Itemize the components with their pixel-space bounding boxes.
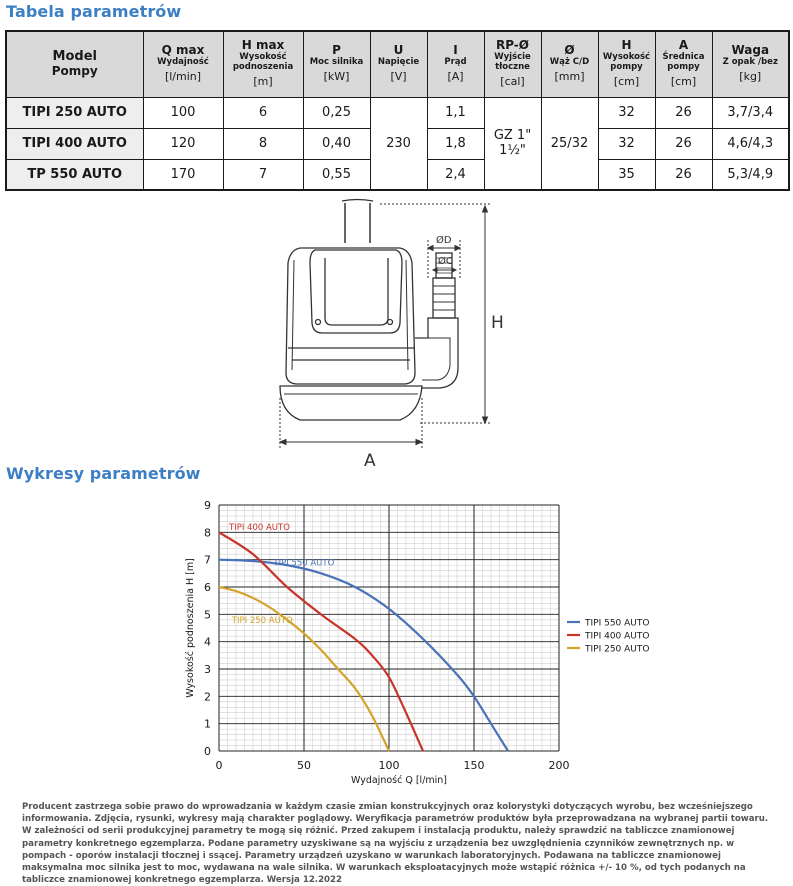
x-tick-label: 200	[548, 759, 570, 772]
cell-pump-height: 32	[598, 128, 655, 159]
cell-outlet: GZ 1" 1½"	[484, 97, 541, 190]
annotation-tipi-550: TIPI 550 AUTO	[273, 558, 335, 569]
annotation-tipi-400: TIPI 400 AUTO	[229, 522, 290, 533]
label-diameter-a: A	[364, 451, 376, 471]
header-main: Model	[52, 49, 97, 65]
header-unit: [l/min]	[164, 70, 202, 84]
header-cell	[370, 31, 427, 97]
y-tick-label: 8	[204, 526, 211, 540]
cell-model: TP 550 AUTO	[6, 159, 143, 190]
cell-p: 0,40	[303, 128, 370, 159]
performance-chart	[175, 495, 695, 790]
header-unit: [kg]	[739, 70, 762, 84]
cell-i: 1,8	[427, 128, 484, 159]
header-unit: [cal]	[500, 75, 525, 89]
cell-weight: 4,6/4,3	[712, 128, 789, 159]
header-main: P	[332, 43, 341, 58]
x-tick-label: 0	[215, 759, 223, 772]
pump-drawing	[270, 198, 510, 473]
y-tick-label: 7	[204, 553, 211, 567]
table-header-row	[6, 31, 789, 97]
header-sub: Napięcie	[377, 57, 420, 68]
chart-svg	[175, 495, 695, 790]
x-axis-label: Wydajność Q [l/min]	[350, 775, 448, 786]
pump-drawing-svg	[270, 198, 510, 473]
section-title-charts: Wykresy parametrów	[6, 464, 201, 483]
label-height-h: H	[491, 313, 504, 333]
legend-entry: TIPI 550 AUTO	[585, 618, 650, 629]
cell-model: TIPI 250 AUTO	[6, 97, 143, 128]
header-sub: Wysokość pompy	[602, 52, 651, 73]
header-main: Ø	[564, 43, 575, 58]
cell-h: 7	[223, 159, 303, 190]
header-main: RP-Ø	[495, 38, 529, 53]
cell-h: 8	[223, 128, 303, 159]
header-cell	[541, 31, 598, 97]
header-cell	[598, 31, 655, 97]
x-tick-label: 50	[297, 759, 311, 772]
cell-i: 1,1	[427, 97, 484, 128]
header-unit: [m]	[253, 75, 273, 89]
legend-entry: TIPI 250 AUTO	[585, 644, 650, 655]
cell-q: 100	[143, 97, 223, 128]
header-main: Q max	[161, 43, 205, 58]
y-tick-label: 3	[204, 663, 211, 676]
cell-voltage: 230	[370, 97, 427, 190]
header-main: H	[621, 38, 632, 53]
header-main: H max	[241, 38, 285, 53]
y-tick-label: 0	[204, 745, 211, 758]
header-sub: Pompy	[51, 64, 98, 79]
section-title-table: Tabela parametrów	[6, 2, 182, 21]
header-unit: [kW]	[323, 70, 350, 84]
legend-entry: TIPI 400 AUTO	[585, 631, 650, 642]
cell-weight: 3,7/3,4	[712, 97, 789, 128]
header-cell	[655, 31, 712, 97]
header-cell	[712, 31, 789, 97]
header-unit: [A]	[447, 70, 464, 84]
x-tick-label: 100	[378, 759, 400, 772]
header-sub: Wysokość podnoszenia	[232, 52, 294, 73]
y-tick-label: 6	[204, 581, 211, 594]
header-sub: Z opak /bez	[722, 57, 778, 68]
y-tick-label: 9	[204, 499, 211, 512]
cell-hose: 25/32	[541, 97, 598, 190]
header-main: I	[453, 43, 458, 58]
cell-i: 2,4	[427, 159, 484, 190]
header-unit: [cm]	[613, 75, 640, 89]
label-diameter-c: ØC	[438, 256, 453, 267]
header-cell	[143, 31, 223, 97]
header-unit: [mm]	[554, 70, 585, 84]
cell-q: 120	[143, 128, 223, 159]
header-main: Waga	[731, 43, 770, 58]
header-sub: Moc silnika	[309, 57, 364, 68]
cell-model: TIPI 400 AUTO	[6, 128, 143, 159]
header-cell	[484, 31, 541, 97]
header-main: U	[393, 43, 404, 58]
y-tick-label: 2	[204, 690, 211, 704]
cell-pump-diameter: 26	[655, 159, 712, 190]
header-cell	[303, 31, 370, 97]
header-unit: [V]	[390, 70, 407, 84]
disclaimer-footnote: Producent zastrzega sobie prawo do wprowadzania w każdym czasie zmian konstrukcyjnych oraz kolorystyki dotyczących wyrobu, bez wcześniejszego informowania. Zdjęcia, rysunki, wykresy mają charakter poglądowy. Weryfikacja parametrów produktów była przeprowadzana na wybranej partii towaru. W zależności od serii produkcyjnej parametry te mogą się różnić. Przed zakupem i instalacją produktu, należy sprawdzić na tabliczce znamionowej parametry konkretnego egzemplarza. Podane parametry uzyskiwane są na wyjściu z urządzenia bez uwzględnienia czynników zewnętrznych np. w pompach - oporów instalacji tłocznej i ssącej. Parametry urządzeń uzyskano w warunkach laboratoryjnych. Podawana na tabliczce znamionowej maksymalna moc silnika jest to moc, wydawana na wale silnika. W warunkach eksploatacyjnych może wstąpić różnica +/- 10 %, od tych podanych na tabliczce znamionowej konkretnego egzemplarza. Wersja 12.2022	[22, 802, 769, 886]
header-sub: Wydajność	[157, 57, 209, 68]
header-unit: [cm]	[670, 75, 697, 89]
cell-p: 0,55	[303, 159, 370, 190]
header-sub: Wąż C/D	[549, 57, 590, 68]
header-sub: Prąd	[444, 57, 467, 68]
header-cell	[6, 31, 143, 97]
y-axis-label: Wysokość podnoszenia H [m]	[185, 558, 196, 698]
header-sub: Średnica pompy	[662, 52, 705, 73]
annotation-tipi-250: TIPI 250 AUTO	[231, 615, 293, 626]
cell-pump-diameter: 26	[655, 128, 712, 159]
cell-weight: 5,3/4,9	[712, 159, 789, 190]
cell-q: 170	[143, 159, 223, 190]
cell-pump-diameter: 26	[655, 97, 712, 128]
y-tick-label: 5	[204, 608, 211, 622]
x-tick-label: 150	[463, 759, 485, 772]
header-cell	[427, 31, 484, 97]
label-diameter-d: ØD	[436, 235, 452, 246]
cell-h: 6	[223, 97, 303, 128]
y-tick-label: 4	[204, 635, 211, 649]
cell-pump-height: 35	[598, 159, 655, 190]
y-tick-label: 1	[204, 717, 211, 731]
table-row	[6, 97, 789, 128]
header-cell	[223, 31, 303, 97]
cell-p: 0,25	[303, 97, 370, 128]
cell-pump-height: 32	[598, 97, 655, 128]
header-sub: Wyjście tłoczne	[494, 52, 531, 73]
header-main: A	[678, 38, 689, 53]
parameters-table	[5, 30, 790, 191]
